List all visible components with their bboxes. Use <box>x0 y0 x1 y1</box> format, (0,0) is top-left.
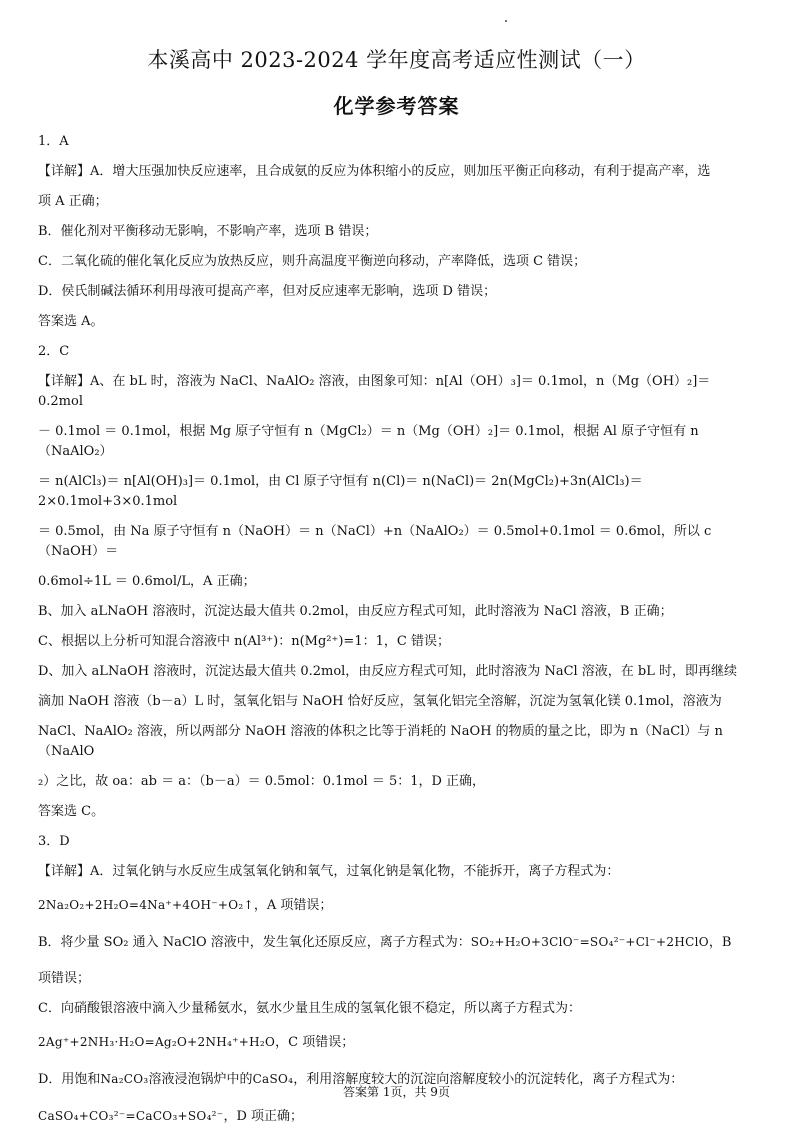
page-footer: 答案第 1页，共 9页 <box>343 1085 450 1099</box>
q3-option-b-verdict: ，B <box>708 935 732 950</box>
q3-option-b <box>38 932 756 953</box>
q1-answer: 答案选 A。 <box>38 314 104 329</box>
q1-number: 1．A <box>38 134 69 149</box>
q3-number: 3．D <box>38 834 70 849</box>
q3-option-d-text-2: 溶液浸泡锅炉中的 <box>148 1072 253 1087</box>
q2-explanation-line-5: 0.6mol÷1L ＝ 0.6mol/L，A 正确； <box>38 574 256 589</box>
equation-c: 2Ag⁺+2NH₃·H₂O=Ag₂O+2NH₄⁺+H₂O <box>38 1035 276 1049</box>
q2-option-d-line-1: D、加入 aLNaOH 溶液时，沉淀达最大值共 0.2mol，由反应方程式可知，此时溶液为 NaCl 溶液，在 bL 时，即再继续 <box>38 664 738 679</box>
formula-calcium-sulfate: CaSO₄ <box>252 1072 294 1086</box>
q2-explanation-line-3: ＝ n(AlCl₃)＝ n[Al(OH)₃]＝ 0.1mol，由 Cl 原子守恒有 n(Cl)＝ n(NaCl)＝ 2n(MgCl₂)+3n(AlCl₃)＝ 2×0.1mol+3×0.1mol <box>38 474 643 509</box>
q2-option-c: C、根据以上分析可知混合溶液中 n(Al³⁺)：n(Mg²⁺)=1：1，C 错误； <box>38 634 450 649</box>
q2-number: 2．C <box>38 344 70 359</box>
q3-option-a-verdict: ，A 项错误； <box>253 898 333 913</box>
q3-option-c-equation-line <box>38 1032 756 1053</box>
answer-content <box>38 132 756 1127</box>
q1-option-d: D．侯氏制碱法循环利用母液可提高产率，但对反应速率无影响，选项 D 错误； <box>38 284 497 299</box>
equation-b: SO₂+H₂O+3ClO⁻=SO₄²⁻+Cl⁻+2HClO <box>470 935 709 949</box>
q1-option-c: C．二氧化硫的催化氧化反应为放热反应，则升高温度平衡逆向移动，产率降低，选项 C 错误； <box>38 254 587 269</box>
q2-option-b: B、加入 aLNaOH 溶液时，沉淀达最大值共 0.2mol，由反应方程式可知，此时溶液为 NaCl 溶液，B 正确； <box>38 604 673 619</box>
q2-option-d-line-4: ₂）之比，故 oa：ab ＝ a：（b－a）＝ 0.5mol：0.1mol ＝ 5：1，D 正确， <box>38 774 486 789</box>
q2-explanation-line-1: 【详解】A、在 bL 时，溶液为 NaCl、NaAlO₂ 溶液，由图象可知：n[Al（OH）₃]＝ 0.1mol，n（Mg（OH）₂]＝ 0.2mol <box>38 374 711 409</box>
equation-a: 2Na₂O₂+2H₂O=4Na⁺+4OH⁻+O₂↑ <box>38 898 254 912</box>
q3-option-d-text-3: ，利用溶解度较大的沉淀向溶解度较小的沉淀转化，离子方程式为： <box>293 1072 684 1087</box>
q3-option-a-equation-line <box>38 895 756 916</box>
answer-key-title: 化学参考答案 <box>333 94 460 118</box>
formula-sodium-carbonate: Na₂CO₃ <box>100 1072 149 1086</box>
exam-title: 本溪高中 2023-2024 学年度高考适应性测试（一） <box>147 48 646 72</box>
q3-option-d-text-1: D．用饱和 <box>38 1072 101 1087</box>
equation-d: CaSO₄+CO₃²⁻=CaCO₃+SO₄²⁻ <box>38 1109 224 1123</box>
q3-option-c: C．向硝酸银溶液中滴入少量稀氨水，氨水少量且生成的氢氧化银不稳定，所以离子方程式为： <box>38 1001 581 1016</box>
q3-option-c-verdict: ，C 项错误； <box>275 1035 355 1050</box>
q2-explanation-line-2: － 0.1mol ＝ 0.1mol，根据 Mg 原子守恒有 n（MgCl₂）＝ n（Mg（OH）₂]＝ 0.1mol，根据 Al 原子守恒有 n（NaAlO₂） <box>38 424 699 459</box>
q1-option-b: B．催化剂对平衡移动无影响，不影响产率，选项 B 错误； <box>38 224 378 239</box>
q2-answer: 答案选 C。 <box>38 804 105 819</box>
q1-explanation-a: 【详解】A．增大压强加快反应速率，且合成氨的反应为体积缩小的反应，则加压平衡正向移动，有利于提高产率，选 <box>38 164 711 179</box>
q3-option-b-text: B．将少量 SO₂ 通入 NaClO 溶液中，发生氧化还原反应，离子方程式为： <box>38 935 471 950</box>
speck-mark <box>505 20 507 22</box>
q3-option-d-equation-line <box>38 1106 756 1127</box>
q1-explanation-a-cont: 项 A 正确； <box>38 194 108 209</box>
q2-explanation-line-4: ＝ 0.5mol，由 Na 原子守恒有 n（NaOH）＝ n（NaCl）+n（NaAlO₂）＝ 0.5mol+0.1mol ＝ 0.6mol，所以 c（NaOH）＝ <box>38 524 712 559</box>
q2-option-d-line-3: NaCl、NaAlO₂ 溶液，所以两部分 NaOH 溶液的体积之比等于消耗的 NaOH 的物质的量之比，即为 n（NaCl）与 n（NaAlO <box>38 724 723 759</box>
q2-option-d-line-2: 滴加 NaOH 溶液（b－a）L 时，氢氧化铝与 NaOH 恰好反应，氢氧化铝完全溶解，沉淀为氢氧化镁 0.1mol，溶液为 <box>38 694 722 709</box>
q3-explanation-a: 【详解】A．过氧化钠与水反应生成氢氧化钠和氧气，过氧化钠是氧化物，不能拆开，离子方程式为： <box>38 864 620 879</box>
q3-option-d-verdict: ，D 项正确； <box>223 1109 303 1124</box>
q3-option-b-cont: 项错误； <box>38 971 91 986</box>
